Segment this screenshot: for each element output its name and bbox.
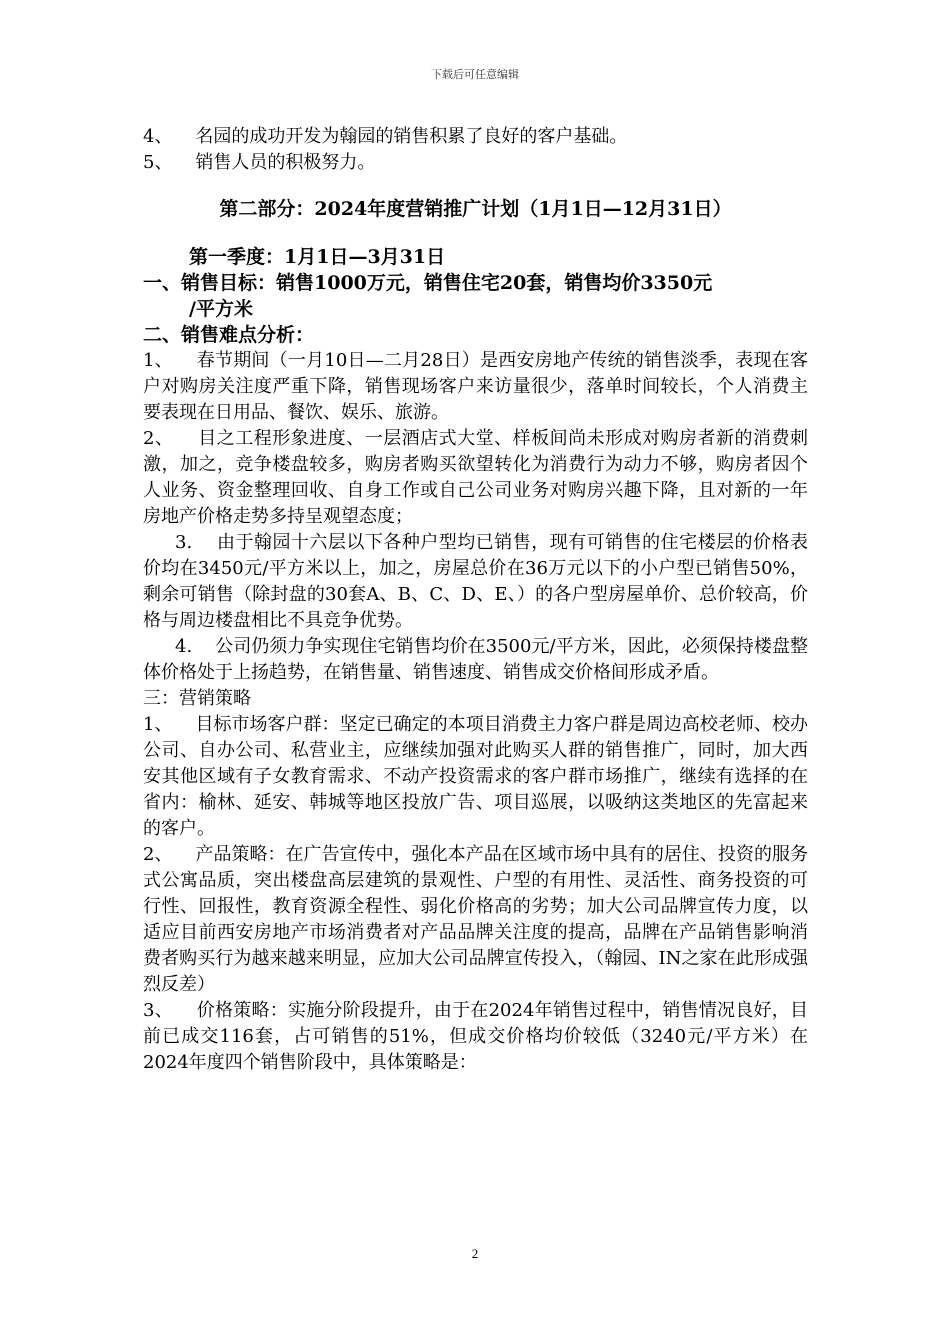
paragraph: 1、 目标市场客户群：坚定已确定的本项目消费主力客户群是周边高校老师、校办公司、自办公司、私营业主，应继续加强对此购买人群的销售推广，同时，加大西安其他区域有子女教育需求、不动产投资需求的客户群市场推广，继续有选择的在省内：榆林、延安、韩城等地区投放广告、项目巡展，以吸纳这类地区的先富起来的客户。 [143, 714, 808, 839]
paragraph: 5、 销售人员的积极努力。 [143, 152, 376, 173]
paragraph: 3、 价格策略：实施分阶段提升，由于在2024年销售过程中，销售情况良好，目前已成交116套，占可销售的51%，但成交价格均价较低（3240元/平方米）在2024年度四个销售阶段中，具体策略是： [143, 1000, 808, 1073]
paragraph: 二、销售难点分析： [143, 324, 315, 346]
paragraph: 3. 由于翰园十六层以下各种户型均已销售，现有可销售的住宅楼层的价格表价均在3450元/平方米以上，加之，房屋总价在36万元以下的小户型已销售50%，剩余可销售（除封盘的30套A、B、C、D、E、）的各户型房屋单价、总价较高，价格与周边楼盘相比不具竞争优势。 [143, 532, 808, 631]
page-header: 下载后可任意编辑 [431, 68, 519, 81]
paragraph: 2、 产品策略：在广告宣传中，强化本产品在区域市场中具有的居住、投资的服务式公寓品质，突出楼盘高层建筑的景观性、户型的有用性、灵活性、商务投资的可行性、回报性，教育资源全程性、弱化价格高的劣势；加大公司品牌宣传力度，以适应目前西安房地产市场消费者对产品品牌关注度的提高，品牌在产品销售影响消费者购买行为越来越来明显，应加大公司品牌宣传投入，（翰园、IN之家在此形成强烈反差） [143, 844, 808, 995]
paragraph: 2、 目之工程形象进度、一层酒店式大堂、样板间尚未形成对购房者新的消费刺激，加之，竞争楼盘较多，购房者购买欲望转化为消费行为动力不够，购房者因个人业务、资金整理回收、自身工作或自己公司业务对购房兴趣下降，且对新的一年房地产价格走势多持呈观望态度； [143, 428, 808, 527]
document-body [143, 124, 808, 1076]
paragraph: 第一季度：1月1日—3月31日 [189, 246, 446, 268]
paragraph: /平方米 [189, 298, 253, 320]
page-number: 2 [471, 1246, 479, 1261]
paragraph: 三：营销策略 [143, 688, 251, 709]
paragraph: 一、销售目标：销售1000万元，销售住宅20套，销售均价3350元 [143, 272, 713, 294]
paragraph: 1、 春节期间（一月10日—二月28日）是西安房地产传统的销售淡季，表现在客户对购房关注度严重下降，销售现场客户来访量很少，落单时间较长，个人消费主要表现在日用品、餐饮、娱乐、旅游。 [143, 350, 808, 423]
paragraph: 4、 名园的成功开发为翰园的销售积累了良好的客户基础。 [143, 126, 628, 147]
paragraph: 第二部分：2024年度营销推广计划（1月1日—12月31日） [219, 198, 732, 220]
paragraph: 4. 公司仍须力争实现住宅销售均价在3500元/平方米，因此，必须保持楼盘整体价格处于上扬趋势，在销售量、销售速度、销售成交价格间形成矛盾。 [143, 636, 808, 683]
